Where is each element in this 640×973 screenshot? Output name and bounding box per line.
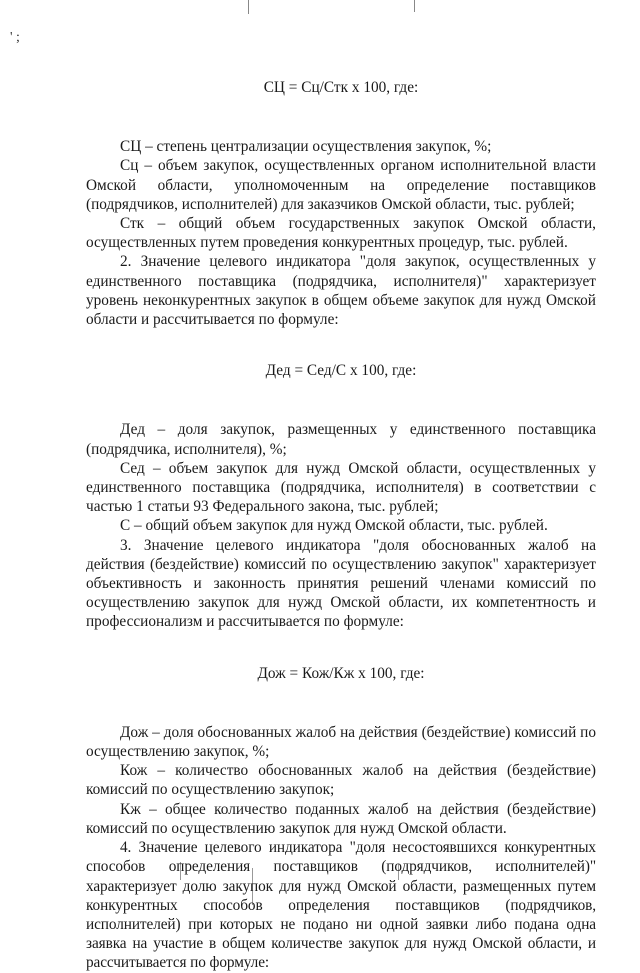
paragraph: 4. Значение целевого индикатора "доля несостоявшихся конкурентных способов определения поставщиков (подрядчиков, исполнителей)" характеризует долю закупок для нужд Омской области, размещенных путем конкурентных способов определения поставщиков (подрядчиков, исполнителей) при которых не подано ни одной заявки либо подана одна заявка на участие в общем количестве закупок для нужд Омской области, и рассчитывается по формуле: (86, 839, 596, 972)
paragraph: С – общий объем закупок для нужд Омской области, тыс. рублей. (120, 517, 548, 535)
formula-complaints: Дож = Кож/Кж х 100, где: (257, 664, 425, 682)
scan-edge-mark (248, 0, 249, 14)
formula-centralization: СЦ = Сц/Стк х 100, где: (263, 79, 419, 96)
margin-marks: ' ; (10, 30, 20, 45)
paragraph: Кож – количество обоснованных жалоб на действия (бездействие) комиссий по осуществлению закупок; (86, 762, 596, 799)
paragraph: 3. Значение целевого индикатора "доля обоснованных жалоб на действия (бездействие) комиссий по осуществлению закупок" характеризует объективность и законность принятия решений членами комиссий по осуществлению закупок для нужд Омской области, их компетентность и профессионализм и рассчитывается по формуле: (86, 536, 596, 631)
scan-edge-mark (414, 0, 415, 12)
paragraph: Дед – доля закупок, размещенных у единственного поставщика (подрядчика, исполнителя), %; (86, 421, 596, 458)
paragraph: Сед – объем закупок для нужд Омской области, осуществленных у единственного поставщика (подрядчика, исполнителя) в соответствии с частью 1 статьи 93 Федерального закона, тыс. рублей; (86, 459, 596, 516)
paragraph: Сц – объем закупок, осуществленных органом исполнительной власти Омской области, уполномоченным на определение поставщиков (подрядчиков, исполнителей) для заказчиков Омской области, тыс. рублей; (86, 157, 596, 213)
paragraph: 2. Значение целевого индикатора "доля закупок, осуществленных у единственного поставщика (подрядчика, исполнителя)" характеризует уровень неконкурентных закупок в общем объеме закупок для нужд Омской области и рассчитывается по формуле: (86, 253, 596, 329)
paragraph: СЦ – степень централизации осуществления закупок, %; (120, 138, 492, 156)
paragraph: Кж – общее количество поданных жалоб на действия (бездействие) комиссий по осуществлению закупок для нужд Омской области. (86, 800, 596, 837)
paragraph: Стк – общий объем государственных закупок Омской области, осуществленных путем проведения конкурентных процедур, тыс. рублей. (86, 215, 596, 252)
paragraph: Дож – доля обоснованных жалоб на действия (бездействие) комиссий по осуществлению закупок, %; (86, 723, 596, 761)
document-body (86, 78, 596, 973)
formula-single-supplier: Дед = Сед/С х 100, где: (265, 362, 417, 380)
